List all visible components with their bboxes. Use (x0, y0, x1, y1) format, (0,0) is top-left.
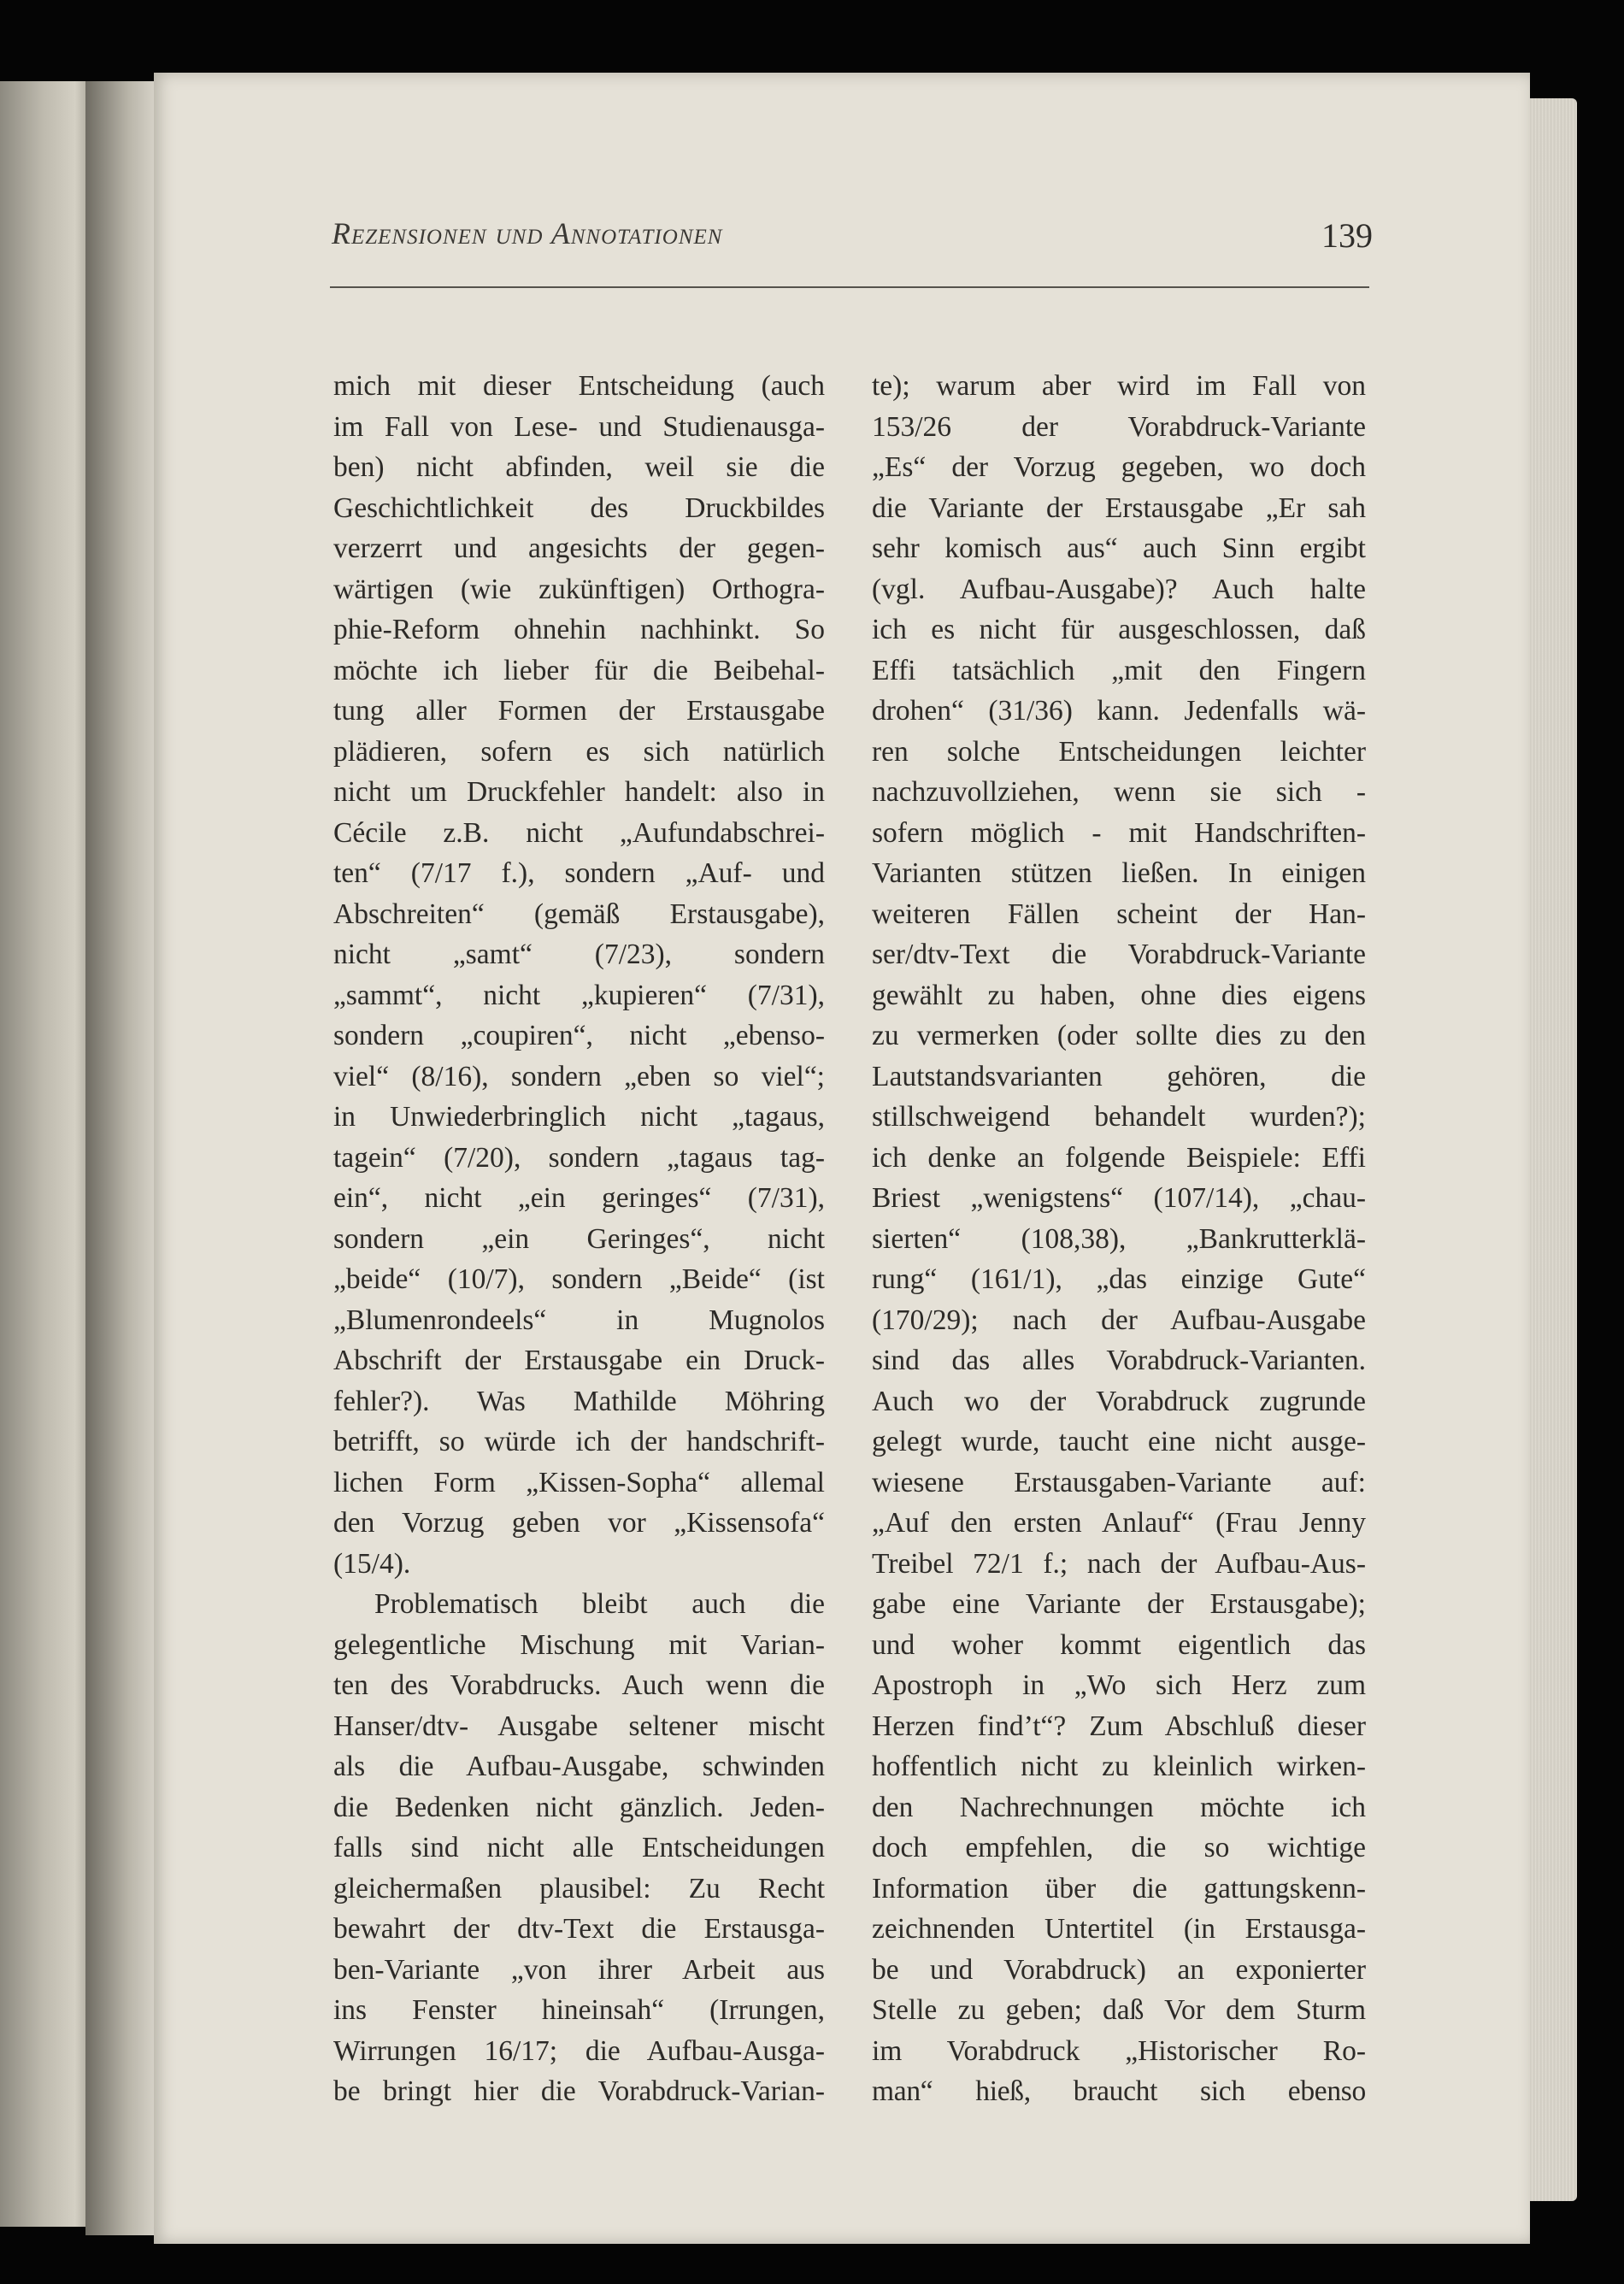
text-line: gabe eine Variante der Erstausgabe); (872, 1588, 1366, 1620)
text-line: (170/29); nach der Aufbau-Ausgabe (872, 1304, 1366, 1336)
page-stack-edge (1526, 98, 1577, 2201)
text-line: als die Aufbau-Ausgabe, schwinden (333, 1751, 825, 1782)
text-line: sierten“ (108,38), „Bankrutterklä- (872, 1222, 1366, 1255)
left-text-column (333, 366, 825, 2112)
text-line: Stelle zu geben; daß Vor dem Sturm (872, 1994, 1366, 2026)
header-rule (330, 286, 1369, 288)
text-line: Treibel 72/1 f.; nach der Aufbau-Aus- (872, 1547, 1366, 1580)
text-line: den Nachrechnungen möchte ich (872, 1791, 1366, 1823)
text-line: be bringt hier die Vorabdruck-Varian- (333, 2075, 825, 2107)
text-line: Abschreiten“ (gemäß Erstausgabe), (333, 898, 825, 930)
text-line: „Es“ der Vorzug gegeben, wo doch (872, 451, 1366, 483)
text-line: ins Fenster hineinsah“ (Irrungen, (333, 1994, 825, 2026)
text-line: lichen Form „Kissen-Sopha“ allemal (333, 1466, 825, 1498)
text-line: (vgl. Aufbau-Ausgabe)? Auch halte (872, 573, 1366, 605)
text-line: tagein“ (7/20), sondern „tagaus tag- (333, 1141, 825, 1174)
text-line: ich es nicht für ausgeschlossen, daß (872, 614, 1366, 645)
text-line: die Variante der Erstausgabe „Er sah (872, 492, 1366, 524)
text-line: Geschichtlichkeit des Druckbildes (333, 492, 825, 524)
text-line: 153/26 der Vorabdruck-Variante (872, 410, 1366, 443)
text-line: doch empfehlen, die so wichtige (872, 1832, 1366, 1863)
text-line: falls sind nicht alle Entscheidungen (333, 1832, 825, 1863)
page-number: 139 (1321, 216, 1373, 255)
text-line: viel“ (8/16), sondern „eben so viel“; (333, 1060, 825, 1092)
text-line: nachzuvollziehen, wenn sie sich - (872, 776, 1366, 808)
text-line: ren solche Entscheidungen leichter (872, 735, 1366, 768)
text-line: be und Vorabdruck) an exponierter (872, 1953, 1366, 1986)
text-line: wiesene Erstausgaben-Variante auf: (872, 1466, 1366, 1498)
text-line: rung“ (161/1), „das einzige Gute“ (872, 1263, 1366, 1295)
text-line: „Blumenrondeels“ in Mugnolos (333, 1304, 825, 1336)
text-line: ein“, nicht „ein geringes“ (7/31), (333, 1182, 825, 1214)
text-line: ten des Vorabdrucks. Auch wenn die (333, 1669, 825, 1701)
text-line: Briest „wenigstens“ (107/14), „chau- (872, 1182, 1366, 1214)
text-line: „beide“ (10/7), sondern „Beide“ (ist (333, 1263, 825, 1295)
text-line: möchte ich lieber für die Beibehal- (333, 654, 825, 686)
text-line: Effi tatsächlich „mit den Fingern (872, 654, 1366, 686)
text-line: sind das alles Vorabdruck-Varianten. (872, 1345, 1366, 1376)
text-line: Abschrift der Erstausgabe ein Druck- (333, 1345, 825, 1376)
text-line: im Fall von Lese- und Studienausga- (333, 410, 825, 443)
text-line: phie-Reform ohnehin nachhinkt. So (333, 614, 825, 645)
text-line: plädieren, sofern es sich natürlich (333, 735, 825, 768)
text-line: in Unwiederbringlich nicht „tagaus, (333, 1101, 825, 1133)
text-line: Problematisch bleibt auch die (374, 1588, 825, 1620)
text-line: Information über die gattungskenn- (872, 1872, 1366, 1904)
text-line: „sammt“, nicht „kupieren“ (7/31), (333, 979, 825, 1011)
text-line: Varianten stützen ließen. In einigen (872, 857, 1366, 889)
right-text-column (872, 366, 1366, 2112)
text-line: ich denke an folgende Beispiele: Effi (872, 1141, 1366, 1174)
text-line: Hanser/dtv- Ausgabe seltener mischt (333, 1710, 825, 1742)
text-line: man“ hieß, braucht sich ebenso (872, 2075, 1366, 2107)
text-line: im Vorabdruck „Historischer Ro- (872, 2034, 1366, 2067)
text-line: Herzen find’t“? Zum Abschluß dieser (872, 1710, 1366, 1742)
text-line: „Auf den ersten Anlauf“ (Frau Jenny (872, 1507, 1366, 1539)
text-line: (15/4). (333, 1547, 411, 1580)
text-line: Lautstandsvarianten gehören, die (872, 1060, 1366, 1092)
running-head: Rezensionen und Annotationen (332, 216, 723, 250)
text-line: Auch wo der Vorabdruck zugrunde (872, 1385, 1366, 1417)
text-line: gewählt zu haben, ohne dies eigens (872, 979, 1366, 1011)
text-line: te); warum aber wird im Fall von (872, 370, 1366, 402)
text-line: sondern „ein Geringes“, nicht (333, 1222, 825, 1255)
text-line: weiteren Fällen scheint der Han- (872, 898, 1366, 930)
text-line: Wirrungen 16/17; die Aufbau-Ausga- (333, 2034, 825, 2067)
text-line: sondern „coupiren“, nicht „ebenso- (333, 1020, 825, 1051)
text-line: ben-Variante „von ihrer Arbeit aus (333, 1953, 825, 1986)
text-line: gleichermaßen plausibel: Zu Recht (333, 1872, 825, 1904)
text-line: mich mit dieser Entscheidung (auch (333, 370, 825, 402)
text-line: ten“ (7/17 f.), sondern „Auf- und (333, 857, 825, 889)
text-line: verzerrt und angesichts der gegen- (333, 533, 825, 564)
text-line: sehr komisch aus“ auch Sinn ergibt (872, 533, 1366, 564)
text-line: tung aller Formen der Erstausgabe (333, 695, 825, 727)
facing-page-edge (0, 81, 94, 2227)
text-line: zu vermerken (oder sollte dies zu den (872, 1020, 1366, 1051)
text-line: ben) nicht abfinden, weil sie die (333, 451, 825, 483)
text-line: drohen“ (31/36) kann. Jedenfalls wä- (872, 695, 1366, 727)
text-line: stillschweigend behandelt wurden?); (872, 1101, 1366, 1133)
text-line: den Vorzug geben vor „Kissensofa“ (333, 1507, 825, 1539)
text-line: ser/dtv-Text die Vorabdruck-Variante (872, 939, 1366, 970)
text-line: sofern möglich - mit Handschriften- (872, 816, 1366, 849)
text-line: wärtigen (wie zukünftigen) Orthogra- (333, 573, 825, 605)
text-line: Apostroph in „Wo sich Herz zum (872, 1669, 1366, 1701)
text-line: gelegt wurde, taucht eine nicht ausge- (872, 1426, 1366, 1457)
text-line: die Bedenken nicht gänzlich. Jeden- (333, 1791, 825, 1823)
text-line: betrifft, so würde ich der handschrift- (333, 1426, 825, 1457)
text-line: hoffentlich nicht zu kleinlich wirken- (872, 1751, 1366, 1782)
text-line: bewahrt der dtv-Text die Erstausga- (333, 1913, 825, 1945)
text-line: fehler?). Was Mathilde Möhring (333, 1385, 825, 1417)
text-line: zeichnenden Untertitel (in Erstausga- (872, 1913, 1366, 1945)
gutter-shadow (85, 81, 162, 2235)
text-line: Cécile z.B. nicht „Aufundabschrei- (333, 816, 825, 849)
text-line: nicht „samt“ (7/23), sondern (333, 939, 825, 970)
text-line: und woher kommt eigentlich das (872, 1628, 1366, 1661)
text-line: nicht um Druckfehler handelt: also in (333, 776, 825, 808)
text-line: gelegentliche Mischung mit Varian- (333, 1628, 825, 1661)
